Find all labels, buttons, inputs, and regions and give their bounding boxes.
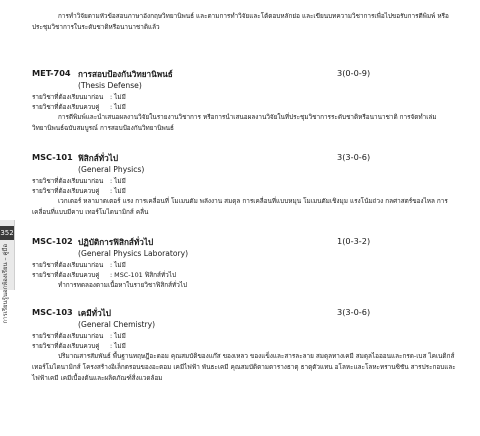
course-description: การตีพิมพ์และนำเสนอผลงานวิจัยในรายงานวิชาการ หรือการนำเสนอผลงานวิจัยในที่ประชุมวิชาการระดับชาติหรือนานาชาติ การจัดทำเล่มวิทยานิพนธ์ฉบับสมบูรณ์ การสอบป้องกันวิทยานิพนธ์ <box>32 113 437 132</box>
course-description: ปริมาณสารสัมพันธ์ พื้นฐานทฤษฎีอะตอม คุณสมบัติของแก๊ส ของเหลว ของแข็งและสารละลาย สมดุลทางเคมี สมดุลไอออนและกรด-เบส ไคเนติกส์ เทอร์โมไดนามิกส์ โครงสร้างอิเล็กตรอนของอะตอม เคมีไฟฟ้า พันธะเคมี คุณสมบัติตามตารางธาตุ ธาตุตัวแทน อโลหะและโลหะทรานซิชัน สารประกอบและไฟฟ้าเคมี เคมีเบื้องต้นและผลิตภัณฑ์สิ่งแวดล้อม <box>32 352 456 382</box>
prerequisite-value: : ไม่มี <box>110 332 126 340</box>
course-code: MSC-103 <box>32 307 73 317</box>
corequisite-value: : ไม่มี <box>110 187 126 195</box>
side-tab <box>0 220 15 324</box>
prerequisite-row <box>32 260 462 270</box>
course-title-th: ปฏิบัติการฟิสิกส์ทั่วไป <box>78 237 154 247</box>
prerequisite-value: : ไม่มี <box>110 177 126 185</box>
corequisite-label: รายวิชาที่ต้องเรียนควบคู่ <box>32 271 100 279</box>
corequisite-value: : ไม่มี <box>110 342 126 350</box>
course-header <box>32 66 462 80</box>
prerequisite-value: : ไม่มี <box>110 261 126 269</box>
course-credits: 3(3-0-6) <box>337 307 371 317</box>
prerequisite-row <box>32 331 462 341</box>
course-code: MSC-101 <box>32 152 73 162</box>
course-header <box>32 150 462 164</box>
course-credits: 3(0-0-9) <box>337 68 371 78</box>
page-number: 352 <box>0 226 14 240</box>
course-code: MSC-102 <box>32 236 73 246</box>
course-entry <box>32 150 462 218</box>
course-credits: 3(3-0-6) <box>337 152 371 162</box>
side-vertical-title: การเรียนรู้นอกห้องเรียน – คู่มือ <box>2 244 9 324</box>
course-credits: 1(0-3-2) <box>337 236 371 246</box>
prerequisite-label: รายวิชาที่ต้องเรียนมาก่อน <box>32 177 104 185</box>
course-header <box>32 234 462 248</box>
course-title-en: (General Chemistry) <box>78 320 156 329</box>
corequisite-row <box>32 341 462 351</box>
corequisite-label: รายวิชาที่ต้องเรียนควบคู่ <box>32 103 100 111</box>
corequisite-row <box>32 102 462 112</box>
course-description: ทำการทดลองตามเนื้อหาในรายวิชาฟิสิกส์ทั่วไป <box>58 281 188 289</box>
corequisite-value: : ไม่มี <box>110 103 126 111</box>
course-entry <box>32 305 462 384</box>
course-title-en: (General Physics) <box>78 165 145 174</box>
course-code: MET-704 <box>32 68 71 78</box>
course-title-th: ฟิสิกส์ทั่วไป <box>78 153 119 163</box>
corequisite-label: รายวิชาที่ต้องเรียนควบคู่ <box>32 187 100 195</box>
course-title-en: (Thesis Defense) <box>78 81 142 90</box>
corequisite-row <box>32 270 462 280</box>
course-title-th: การสอบป้องกันวิทยานิพนธ์ <box>78 69 173 79</box>
prerequisite-label: รายวิชาที่ต้องเรียนมาก่อน <box>32 261 104 269</box>
course-title-th: เคมีทั่วไป <box>78 308 111 318</box>
prerequisite-label: รายวิชาที่ต้องเรียนมาก่อน <box>32 332 104 340</box>
prerequisite-row <box>32 176 462 186</box>
corequisite-label: รายวิชาที่ต้องเรียนควบคู่ <box>32 342 100 350</box>
course-title-en: (General Physics Laboratory) <box>78 249 189 258</box>
course-description: เวกเตอร์ หลามาตเตอร์ แรง การเคลื่อนที่ โมเมนตัม พลังงาน สมดุล การเคลื่อนที่แบบหมุน โมเมนตัมเชิงมุม แรงโน้มถ่วง กลศาสตร์ของไหล การเคลื่อนที่แบบมีคาบ เทอร์โมไดนามิกส์ คลื่น <box>32 197 448 216</box>
corequisite-value: : MSC-101 ฟิสิกส์ทั่วไป <box>110 271 177 279</box>
corequisite-row <box>32 186 462 196</box>
prerequisite-value: : ไม่มี <box>110 93 126 101</box>
course-entry <box>32 234 462 291</box>
prerequisite-row <box>32 92 462 102</box>
intro-paragraph: การทำวิจัยตามหัวข้อสอบภาษาอังกฤษวิทยานิพนธ์ และตามการทำวิจัยและโต้ตอบหลักย่อ และเขียนบทความวิชาการเพื่อไปขอรับการตีพิมพ์ หรือประชุมวิชาการในระดับชาติหรือนานาชาติแล้ว <box>32 12 449 31</box>
course-entry <box>32 66 462 134</box>
course-header <box>32 305 462 319</box>
prerequisite-label: รายวิชาที่ต้องเรียนมาก่อน <box>32 93 104 101</box>
intro-block <box>32 11 462 33</box>
